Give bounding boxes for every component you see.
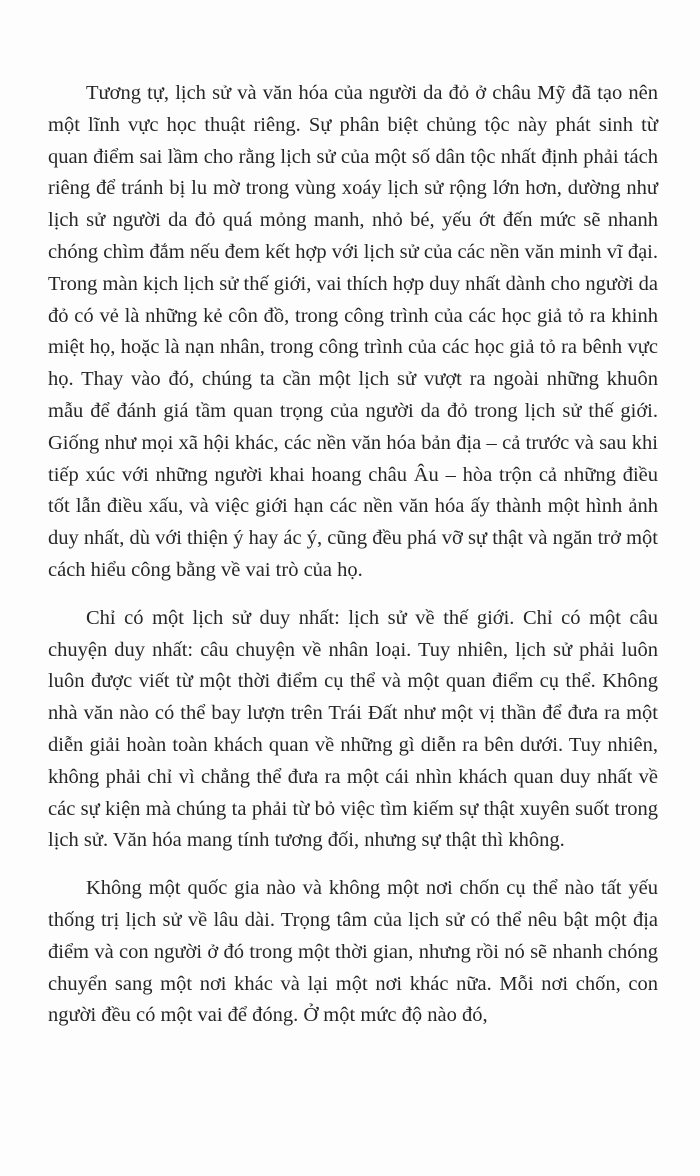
paragraph-2: Chỉ có một lịch sử duy nhất: lịch sử về thế giới. Chỉ có một câu chuyện duy nhất: câu chuyện về nhân loại. Tuy nhiên, lịch sử phải luôn luôn được viết từ một thời điểm cụ thể và một quan điểm cụ thể. Không nhà văn nào có thể bay lượn trên Trái Đất như một vị thần để đưa ra một diễn giải hoàn toàn khách quan về những gì diễn ra bên dưới. Tuy nhiên, không phải chỉ vì chẳng thể đưa ra một cái nhìn khách quan duy nhất về các sự kiện mà chúng ta phải từ bỏ việc tìm kiếm sự thật xuyên suốt trong lịch sử. Văn hóa mang tính tương đối, nhưng sự thật thì không. — [48, 606, 658, 852]
paragraph-1: Tương tự, lịch sử và văn hóa của người da đỏ ở châu Mỹ đã tạo nên một lĩnh vực học thuật riêng. Sự phân biệt chủng tộc này phát sinh từ quan điểm sai lầm cho rằng lịch sử của một số dân tộc nhất định phải tách riêng để tránh bị lu mờ trong vùng xoáy lịch sử rộng lớn hơn, dường như lịch sử người da đỏ quá mỏng manh, nhỏ bé, yếu ớt đến mức sẽ nhanh chóng chìm đắm nếu đem kết hợp với lịch sử của các nền văn minh vĩ đại. Trong màn kịch lịch sử thế giới, vai thích hợp duy nhất dành cho người da đỏ có vẻ là những kẻ côn đồ, trong công trình của các học giả tỏ ra khinh miệt họ, hoặc là nạn nhân, trong công trình của các học giả tỏ ra bênh vực họ. Thay vào đó, chúng ta cần một lịch sử vượt ra ngoài những khuôn mẫu để đánh giá tầm quan trọng của người da đỏ trong lịch sử thế giới. Giống như mọi xã hội khác, các nền văn hóa bản địa – cả trước và sau khi tiếp xúc với những người khai hoang châu Âu – hòa trộn cả những điều tốt lẫn điều xấu, và việc giới hạn các nền văn hóa ấy thành một hình ảnh duy nhất, dù với thiện ý hay ác ý, cũng đều phá vỡ sự thật và ngăn trở một cách hiểu công bằng về vai trò của họ. — [48, 82, 658, 581]
paragraph-3: Không một quốc gia nào và không một nơi chốn cụ thể nào tất yếu thống trị lịch sử về lâu dài. Trọng tâm của lịch sử có thể nêu bật một địa điểm và con người ở đó trong một thời gian, nhưng rồi nó sẽ nhanh chóng chuyển sang một nơi khác và lại một nơi khác nữa. Mỗi nơi chốn, con người đều có một vai để đóng. Ở một mức độ nào đó, — [48, 877, 658, 1027]
